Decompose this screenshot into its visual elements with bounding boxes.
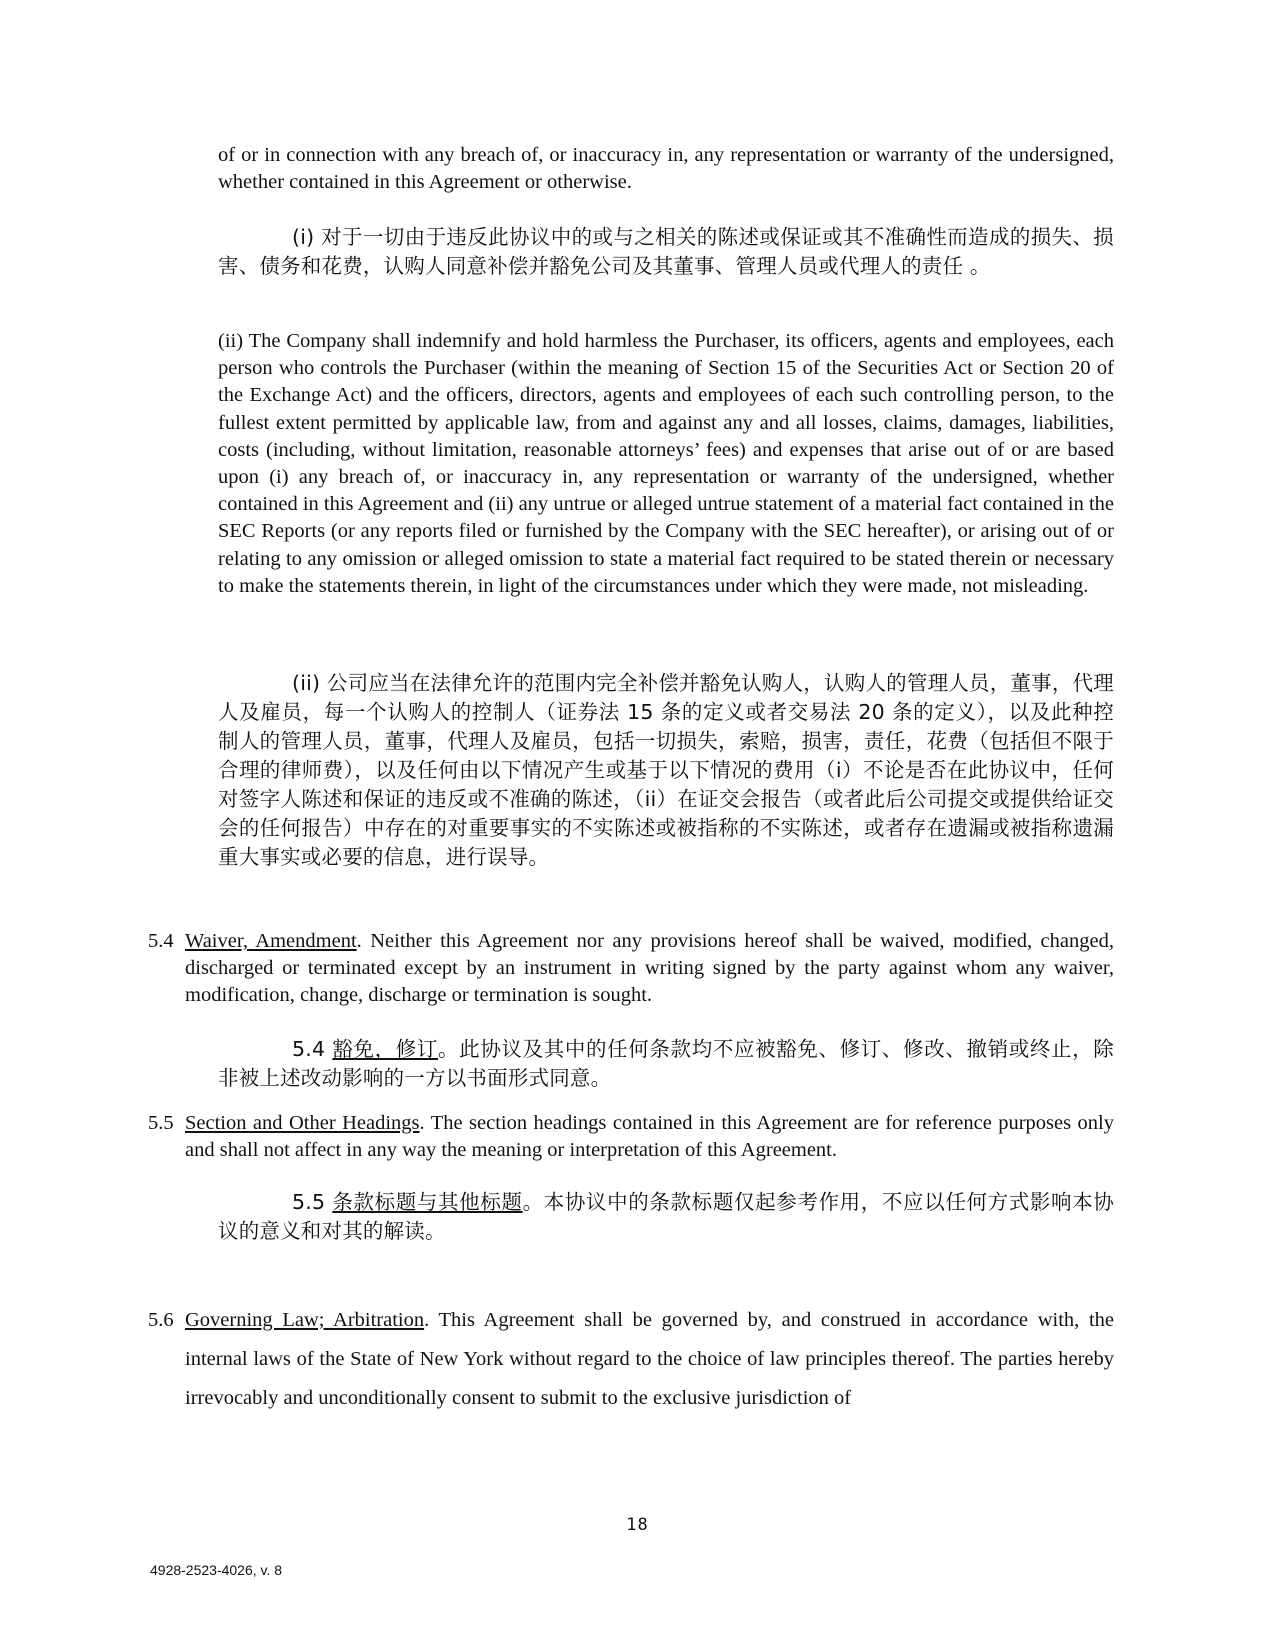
paragraph-ii-chinese: (ii) 公司应当在法律允许的范围内完全补偿并豁免认购人，认购人的管理人员，董事，代理人及雇员，每一个认购人的控制人（证券法 15 条的定义或者交易法 20 条的定义），以及此种控制人的管理人员，董事，代理人及雇员，包括一切损失，索赔，损害，责任，花费（包括但不限于合理的律师费），以及任何由以下情况产生或基于以下情况的费用（i）不论是否在此协议中，任何对签字人陈述和保证的违反或不准确的陈述，（ii）在证交会报告（或者此后公司提交或提供给证交会的任何报告）中存在的对重要事实的不实陈述或被指称的不实陈述，或者存在遗漏或被指称遗漏重大事实或必要的信息，进行误导。 [218, 671, 1114, 869]
section-5-4-chinese [218, 1035, 1114, 1093]
section-5-4 [185, 928, 1114, 1010]
section-heading-5-5: Section and Other Headings [185, 1112, 420, 1134]
page-number: 18 [626, 1515, 649, 1535]
section-text-5-4: . Neither this Agreement nor any provisions hereof shall be waived, modified, changed, discharged or terminated except by an instrument in writing signed by the party against whom any waiver, modification, change, discharge or termination is sought. [185, 930, 1114, 1007]
section-number-5-4-chinese: 5.4 [292, 1037, 333, 1061]
section-text-5-4-chinese: 。此协议及其中的任何条款均不应被豁免、修订、修改、撤销或终止，除非被上述改动影响的一方以书面形式同意。 [218, 1037, 1114, 1090]
section-text-5-6: . This Agreement shall be governed by, and construed in accordance with, the internal laws of the State of New York without regard to the choice of law principles thereof. The parties hereby irrevocably and unconditionally consent to submit to the exclusive jurisdiction of [185, 1309, 1114, 1409]
paragraph-ii-english: (ii) The Company shall indemnify and hold harmless the Purchaser, its officers, agents and employees, each person who controls the Purchaser (within the meaning of Section 15 of the Securities Act or Section 20 of the Exchange Act) and the officers, directors, agents and employees of each such controlling person, to the fullest extent permitted by applicable law, from and against any and all losses, claims, damages, liabilities, costs (including, without limitation, reasonable attorneys’ fees) and expenses that arise out of or are based upon (i) any breach of, or inaccuracy in, any representation or warranty of the undersigned, whether contained in this Agreement and (ii) any untrue or alleged untrue statement of a material fact contained in the SEC Reports (or any reports filed or furnished by the Company with the SEC hereafter), or arising out of or relating to any omission or alleged omission to state a material fact required to be stated therein or necessary to make the statements therein, in light of the circumstances under which they were made, not misleading. [218, 330, 1114, 597]
section-5-6 [185, 1301, 1114, 1418]
section-number-5-4: 5.4 [148, 930, 174, 952]
section-number-5-5: 5.5 [148, 1112, 174, 1134]
section-heading-5-4-chinese: 豁免，修订 [332, 1037, 439, 1061]
paragraph-intro: of or in connection with any breach of, or inaccuracy in, any representation or warranty of the undersigned, whether contained in this Agreement or otherwise. [218, 144, 1114, 194]
section-text-5-5-chinese: 。本协议中的条款标题仅起参考作用，不应以任何方式影响本协议的意义和对其的解读。 [218, 1190, 1114, 1243]
section-number-5-6: 5.6 [148, 1309, 174, 1331]
section-text-5-5: . The section headings contained in this Agreement are for reference purposes only and shall not affect in any way the meaning or interpretation of this Agreement. [185, 1112, 1114, 1162]
document-id: 4928-2523-4026, v. 8 [150, 1562, 283, 1578]
section-heading-5-6: Governing Law; Arbitration [185, 1309, 425, 1331]
section-heading-5-5-chinese: 条款标题与其他标题 [332, 1190, 523, 1214]
section-heading-5-4: Waiver, Amendment [185, 930, 357, 952]
section-number-5-5-chinese: 5.5 [292, 1190, 333, 1214]
section-5-5 [185, 1110, 1114, 1164]
section-5-5-chinese [218, 1188, 1114, 1246]
paragraph-i-chinese: (i) 对于一切由于违反此协议中的或与之相关的陈述或保证或其不准确性而造成的损失、损害、债务和花费，认购人同意补偿并豁免公司及其董事、管理人员或代理人的责任 。 [218, 225, 1114, 278]
